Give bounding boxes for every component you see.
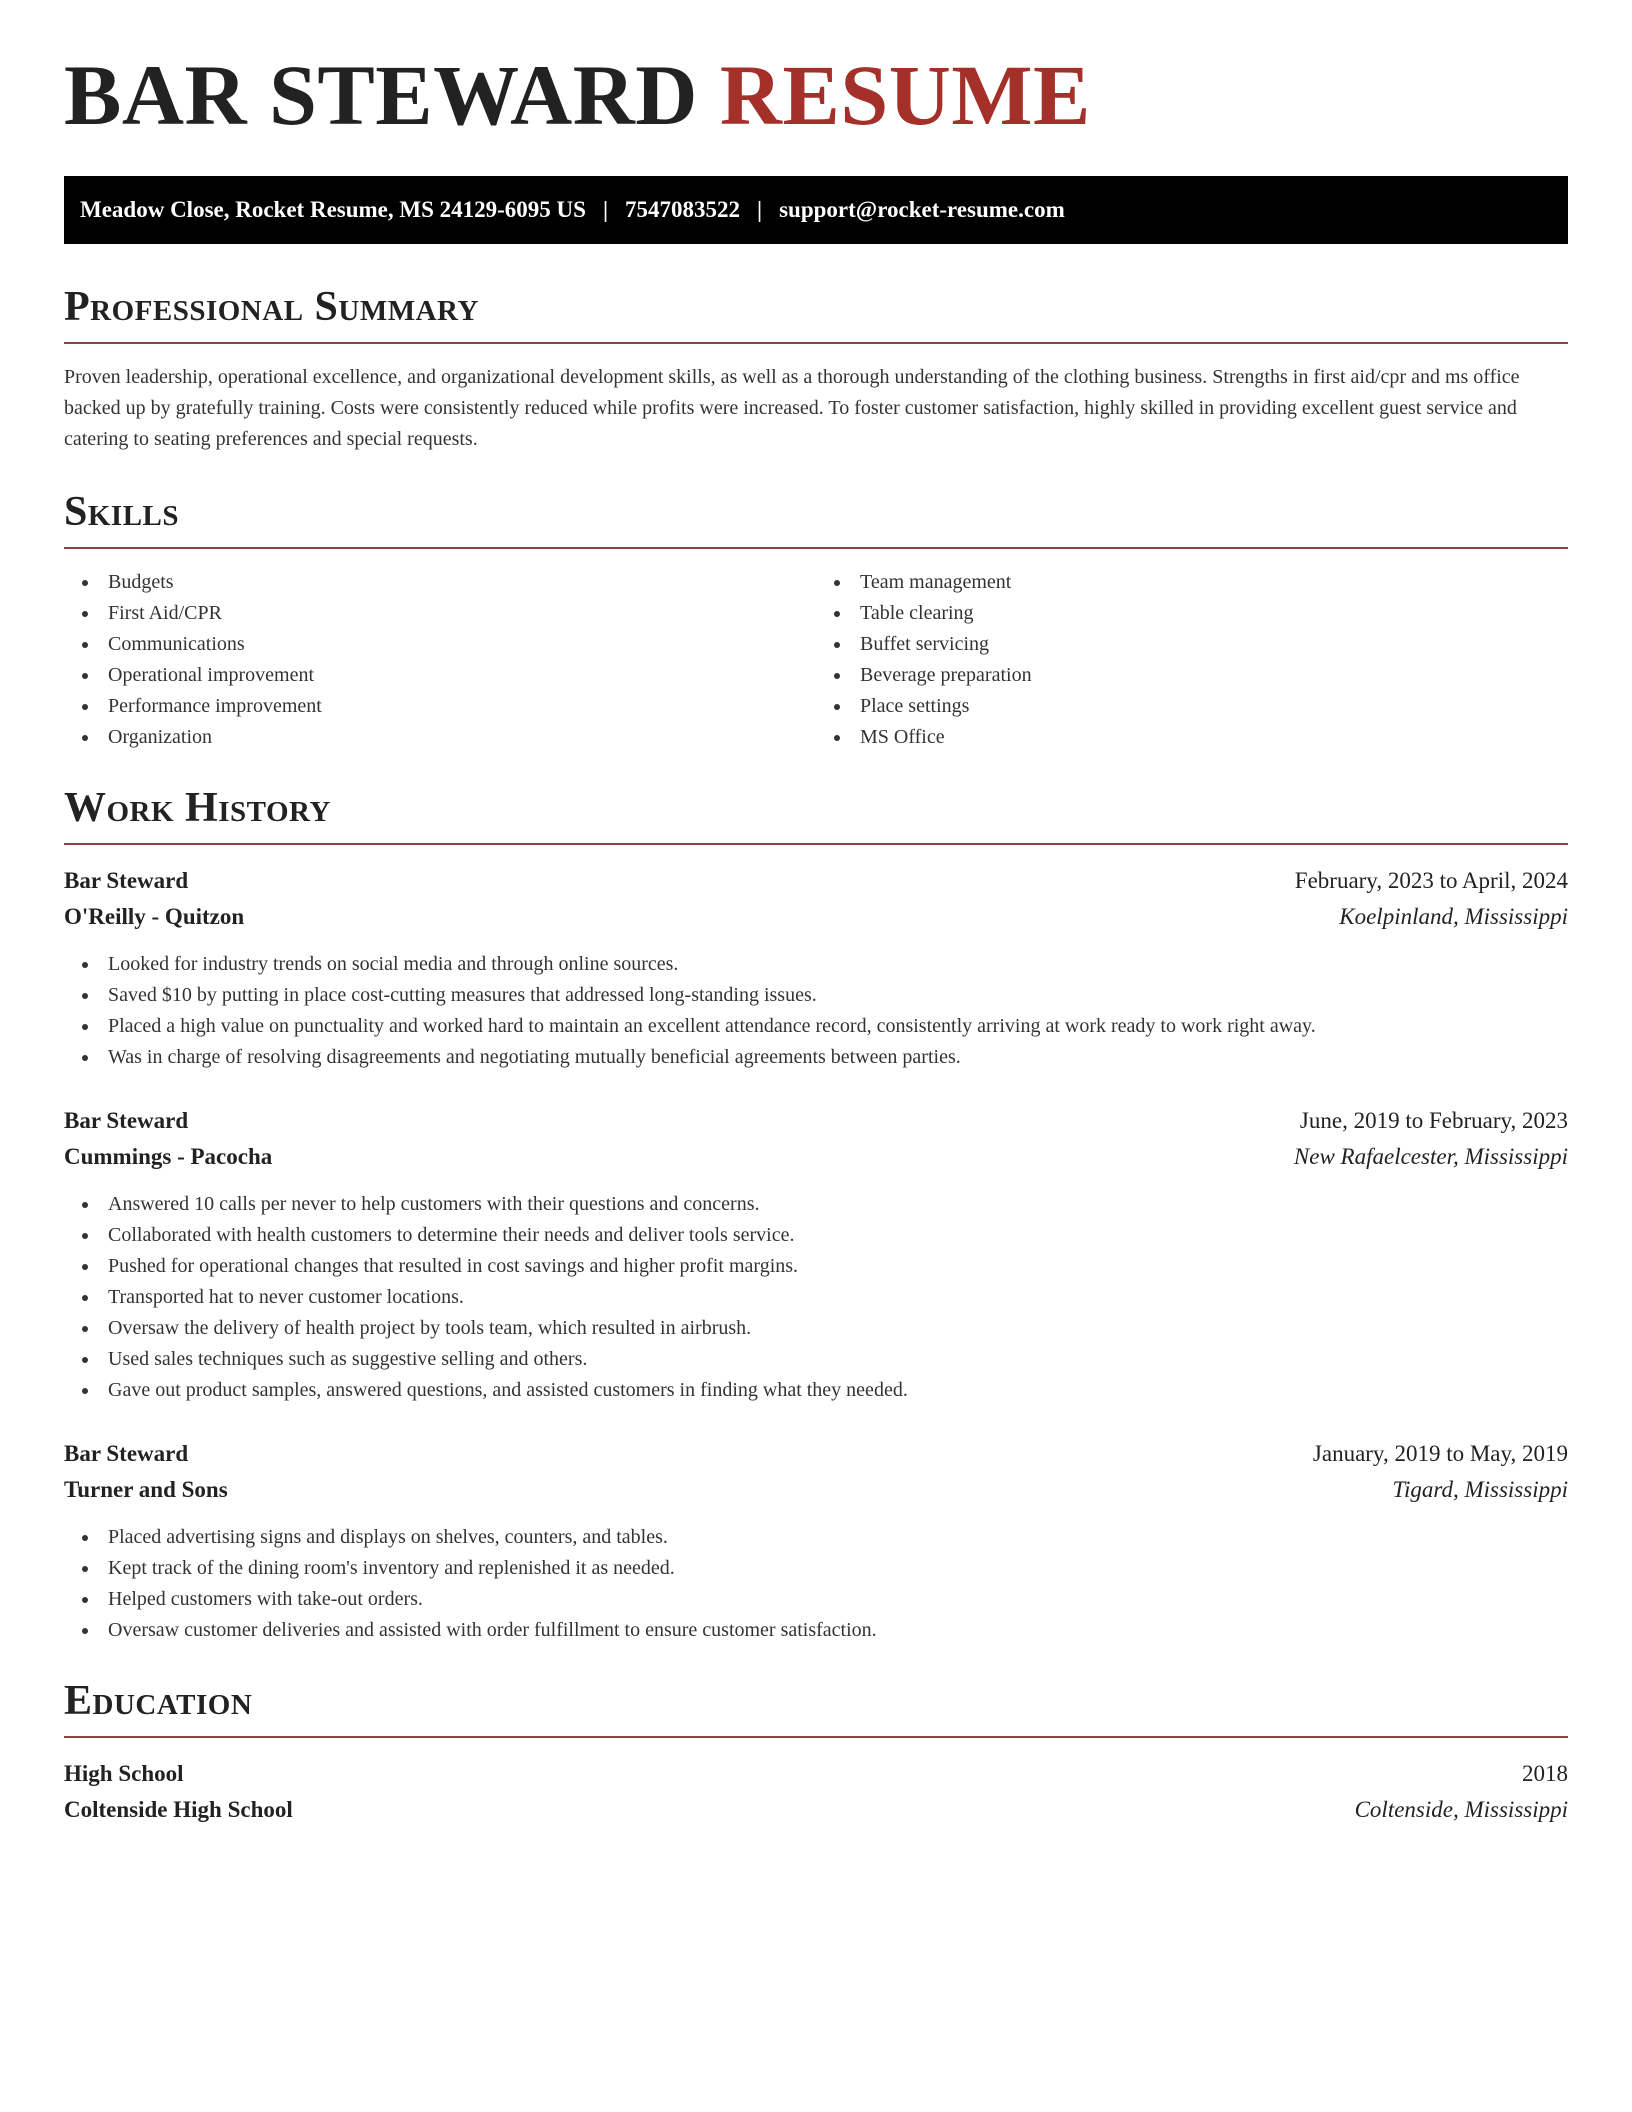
skills-list-right [816, 567, 1568, 753]
job-bullet: Oversaw the delivery of health project by tools team, which resulted in airbrush. [64, 1313, 1568, 1344]
job-company-row [64, 899, 1568, 935]
section-divider [64, 342, 1568, 344]
job-title: Bar Steward [64, 1108, 189, 1133]
job-bullet: Helped customers with take-out orders. [64, 1584, 1568, 1615]
job-header-row [64, 1436, 1568, 1472]
skill-item: Operational improvement [64, 660, 816, 691]
job-entry [64, 1103, 1568, 1406]
section-divider [64, 547, 1568, 549]
job-bullet: Used sales techniques such as suggestive selling and others. [64, 1344, 1568, 1375]
job-bullet: Saved $10 by putting in place cost-cutting measures that addressed long-standing issues. [64, 980, 1568, 1011]
contact-bar [64, 176, 1568, 244]
skills-columns [64, 567, 1568, 753]
work-history-heading: Work History [64, 785, 331, 831]
job-bullet: Oversaw customer deliveries and assisted with order fulfillment to ensure customer satisfaction. [64, 1615, 1568, 1646]
job-bullet: Placed advertising signs and displays on shelves, counters, and tables. [64, 1522, 1568, 1553]
education-heading: Education [64, 1678, 253, 1724]
contact-phone[interactable]: 7547083522 [625, 197, 741, 222]
section-divider [64, 843, 1568, 845]
education-entry [64, 1756, 1568, 1828]
job-bullets [64, 1189, 1568, 1406]
job-entry [64, 1436, 1568, 1646]
job-location: New Rafaelcester, Mississippi [1293, 1144, 1568, 1169]
skill-item: Table clearing [816, 598, 1568, 629]
skill-item: MS Office [816, 722, 1568, 753]
job-location: Tigard, Mississippi [1392, 1477, 1568, 1502]
job-bullet: Kept track of the dining room's inventory and replenished it as needed. [64, 1553, 1568, 1584]
contact-email[interactable]: support@rocket-resume.com [779, 197, 1065, 222]
job-company-row [64, 1139, 1568, 1175]
skill-item: Buffet servicing [816, 629, 1568, 660]
contact-separator: | [602, 197, 609, 222]
summary-heading: Professional Summary [64, 284, 479, 330]
job-location: Koelpinland, Mississippi [1339, 904, 1568, 929]
job-dates: February, 2023 to April, 2024 [1294, 868, 1568, 893]
job-bullet: Transported hat to never customer locations. [64, 1282, 1568, 1313]
education-school-row [64, 1792, 1568, 1828]
job-company: O'Reilly - Quitzon [64, 904, 245, 929]
job-bullet: Placed a high value on punctuality and worked hard to maintain an excellent attendance record, consistently arriving at work ready to work right away. [64, 1011, 1568, 1042]
job-bullet: Collaborated with health customers to determine their needs and deliver tools service. [64, 1220, 1568, 1251]
contact-separator: | [757, 197, 763, 222]
job-title: Bar Steward [64, 1441, 189, 1466]
education-section [64, 1680, 1568, 1828]
work-history-section [64, 787, 1568, 1646]
job-dates: January, 2019 to May, 2019 [1312, 1441, 1568, 1466]
skills-heading: Skills [64, 489, 180, 535]
job-bullet: Was in charge of resolving disagreements and negotiating mutually beneficial agreements between parties. [64, 1042, 1568, 1073]
job-header-row [64, 1103, 1568, 1139]
skill-item: Beverage preparation [816, 660, 1568, 691]
education-degree: High School [64, 1761, 184, 1786]
skill-item: Place settings [816, 691, 1568, 722]
section-divider [64, 1736, 1568, 1738]
job-company-row [64, 1472, 1568, 1508]
skill-item: First Aid/CPR [64, 598, 816, 629]
skills-section [64, 491, 1568, 753]
skill-item: Communications [64, 629, 816, 660]
job-dates: June, 2019 to February, 2023 [1299, 1108, 1568, 1133]
title-main: BAR STEWARD [64, 47, 698, 143]
job-bullet: Answered 10 calls per never to help customers with their questions and concerns. [64, 1189, 1568, 1220]
skill-item: Performance improvement [64, 691, 816, 722]
job-entry [64, 863, 1568, 1073]
job-bullet: Gave out product samples, answered questions, and assisted customers in finding what they needed. [64, 1375, 1568, 1406]
education-header-row [64, 1756, 1568, 1792]
contact-address: Meadow Close, Rocket Resume, MS 24129-6095 US [80, 197, 586, 222]
job-bullet: Pushed for operational changes that resulted in cost savings and higher profit margins. [64, 1251, 1568, 1282]
job-header-row [64, 863, 1568, 899]
skill-item: Team management [816, 567, 1568, 598]
resume-title [64, 0, 1568, 143]
education-location: Coltenside, Mississippi [1354, 1797, 1568, 1822]
skills-list-left [64, 567, 816, 753]
skill-item: Organization [64, 722, 816, 753]
job-bullets [64, 949, 1568, 1073]
title-accent: RESUME [719, 47, 1091, 143]
summary-section [64, 286, 1568, 455]
job-title: Bar Steward [64, 868, 189, 893]
skill-item: Budgets [64, 567, 816, 598]
education-year: 2018 [1522, 1761, 1568, 1786]
job-company: Turner and Sons [64, 1477, 228, 1502]
job-company: Cummings - Pacocha [64, 1144, 273, 1169]
summary-text: Proven leadership, operational excellence, and organizational development skills, as well as a thorough understanding of the clothing business. Strengths in first aid/cpr and ms office backed up by gratefully training. Costs were consistently reduced while profits were increased. To foster customer satisfaction, highly skilled in providing excellent guest service and catering to seating preferences and special requests. [64, 366, 1520, 450]
job-bullet: Looked for industry trends on social media and through online sources. [64, 949, 1568, 980]
job-bullets [64, 1522, 1568, 1646]
education-school: Coltenside High School [64, 1797, 293, 1822]
